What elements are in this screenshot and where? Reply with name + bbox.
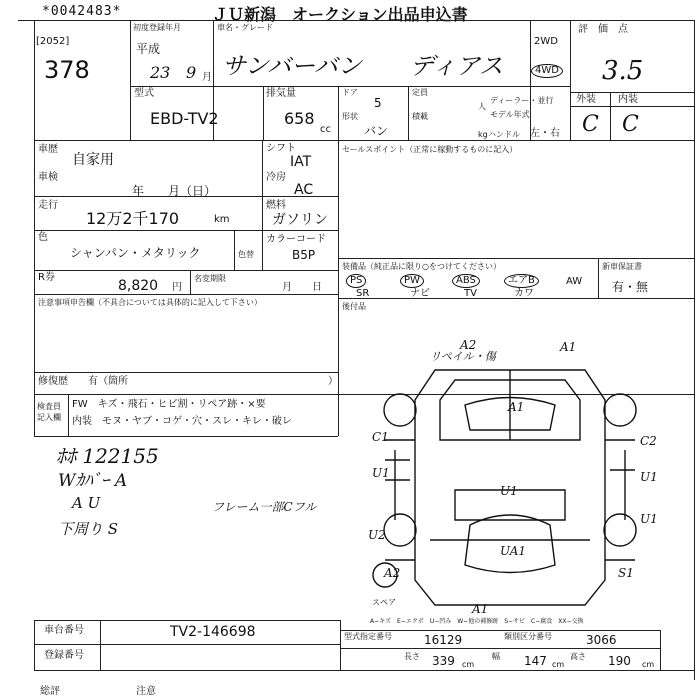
color: シャンパン・メタリック [70, 246, 201, 260]
footer-mid: 注意 [136, 686, 156, 697]
width: 147 [524, 654, 547, 668]
ac-label: 冷房 [266, 172, 286, 183]
warranty-label: 新車保証書 [602, 262, 642, 271]
mark-a2-rear-left: A2 [384, 566, 401, 580]
displacement-label: 排気量 [266, 88, 296, 99]
equip-pw: PW [400, 274, 424, 288]
drive-4wd: 4WD [531, 64, 563, 78]
mileage-unit: km [214, 214, 230, 225]
vehicle-name: サンバーバン ディアス [222, 52, 504, 80]
inspection-fw-line: FW キズ・飛石・ヒビ割・リペア跡・×要 [72, 399, 266, 410]
type-designation: 16129 [424, 633, 463, 647]
note-line-4: 下周り S [58, 520, 119, 538]
shape: バン [364, 124, 389, 138]
repair-text: 有（箇所 [88, 376, 128, 387]
doors: 5 [374, 96, 382, 110]
notice-label: 注意事項申告欄（不具合については具体的に記入して下さい） [38, 298, 262, 307]
note-line-3: A U [72, 494, 101, 512]
handle-label: ハンドル [488, 130, 520, 139]
deadline-line: 月 日 [282, 282, 322, 293]
note-line-5: フレーム一部Cフル [212, 500, 317, 514]
color-code: B5P [292, 248, 316, 262]
shape-label: 形状 [342, 112, 358, 121]
color-label: 色 [38, 232, 48, 243]
equip-ps: PS [346, 274, 366, 288]
usage-label: 車歴 [38, 144, 58, 155]
color-code-label: カラーコード [266, 234, 326, 245]
mark-u1-left: U1 [372, 466, 390, 480]
mileage: 12万2千170 [86, 209, 180, 228]
shift: IAT [290, 154, 312, 170]
first-reg-label: 初度登録年月 [133, 23, 181, 32]
equip-sr: SR [356, 288, 370, 299]
repair-close: ） [328, 376, 338, 387]
sheet-id: [2052] [36, 36, 70, 47]
mark-u1-center: U1 [500, 484, 518, 498]
equip-abs: ABS [452, 274, 480, 288]
ext-label: 外装 [576, 94, 596, 105]
height: 190 [608, 654, 631, 668]
capacity-label: 定員 [412, 88, 428, 97]
warranty-value: 有・無 [612, 280, 649, 294]
sales-point-label: セールスポイント（正常に稼動するものに記入） [342, 145, 518, 154]
mark-u1-right: U1 [640, 470, 658, 484]
equipment-label: 装備品（純正品に限り○をつけてください） [342, 262, 501, 271]
inspection-int-line: 内装 モヌ・ヤブ・コゲ・穴・スレ・キレ・破レ [72, 416, 292, 427]
drive-2wd: 2WD [534, 36, 558, 47]
category: 3066 [586, 633, 617, 647]
mark-c1-left: C1 [372, 430, 389, 444]
score-label: 評 価 点 [578, 24, 628, 35]
int-label: 内装 [618, 94, 638, 105]
capacity-unit: 人 [478, 102, 486, 111]
mark-ua1-center: UA1 [500, 544, 527, 558]
mark-s1-right: S1 [618, 566, 634, 580]
equip-tv: TV [464, 288, 477, 299]
displacement: 658 [284, 109, 315, 128]
chassis-number: TV2-146698 [170, 624, 256, 640]
fuel: ガソリン [272, 212, 328, 228]
month-unit: 月 [202, 72, 212, 83]
reg-label: 登録番号 [44, 650, 84, 661]
category-label: 類別区分番号 [504, 632, 552, 641]
model-label: 型式 [134, 88, 154, 99]
equip-aw: AW [566, 276, 583, 287]
recycle: 8,820 [118, 278, 159, 294]
inspector-label-1: 検査員 [37, 402, 61, 411]
mileage-label: 走行 [38, 200, 58, 211]
inspector-label-2: 記入欄 [37, 413, 61, 422]
note-line-1: ﾎﾎ 122155 [56, 444, 159, 468]
equip-navi: ナビ [410, 288, 430, 299]
height-unit: cm [642, 660, 655, 669]
handle-value: 左・右 [530, 128, 560, 139]
note-line-6: リペイル・傷 [430, 350, 496, 363]
height-label: 高さ [570, 652, 586, 661]
model-code: EBD-TV2 [150, 109, 219, 128]
damage-legend: A−キズ E−エクボ U−凹み W−他の補修跡 S−サビ C−腐食 XX−交換 [370, 618, 584, 625]
mark-a1-hood: A1 [508, 400, 525, 414]
width-unit: cm [552, 660, 565, 669]
displacement-unit: cc [320, 124, 331, 135]
doors-label: ドア [342, 88, 358, 97]
recycle-unit: 円 [172, 282, 182, 293]
footer-left: 総評 [40, 686, 60, 697]
fuel-label: 燃料 [266, 200, 286, 211]
equip-airbag: エアB [504, 274, 539, 288]
mark-u1-rear-right: U1 [640, 512, 658, 526]
reg-year: 23 [150, 63, 171, 82]
mark-c2-right: C2 [640, 434, 657, 448]
note-line-2: Wｶﾊﾞｰ A [58, 471, 128, 491]
mark-a2-top: A2 [460, 338, 477, 352]
lot-number: 378 [44, 56, 90, 84]
shift-label: シフト [266, 143, 296, 154]
length-unit: cm [462, 660, 475, 669]
era: 平成 [136, 42, 161, 56]
equip-leather: カワ [514, 288, 534, 299]
dealer-label: ディーラー・並行 [490, 96, 554, 105]
reg-month: 9 [186, 63, 197, 82]
usage: 自家用 [72, 152, 114, 168]
type-designation-label: 型式指定番号 [344, 632, 392, 641]
ext-score: C [582, 112, 599, 137]
width-label: 幅 [492, 652, 500, 661]
chassis-label: 車台番号 [44, 625, 84, 636]
name-label: 車名・グレード [217, 23, 273, 32]
ac: AC [294, 182, 314, 198]
page-title: ＪＵ新潟 オークション出品申込書 [212, 5, 468, 24]
mark-u2-left: U2 [368, 528, 386, 542]
shaken-label: 車検 [38, 172, 58, 183]
deadline-label: 名変期限 [194, 274, 226, 283]
length-label: 長さ [404, 652, 420, 661]
load-label: 積載 [412, 112, 428, 121]
recycle-label: R券 [38, 272, 55, 283]
aftermarket-label: 後付品 [342, 302, 366, 311]
shaken-line: 年 月（日） [132, 184, 217, 198]
spare-label: スペア [372, 598, 396, 607]
repair-label: 修復歴 [38, 376, 68, 387]
mark-a1-top: A1 [560, 340, 577, 354]
length: 339 [432, 654, 455, 668]
overall-score: 3.5 [602, 56, 644, 86]
model-year-label: モデル年式 [490, 110, 530, 119]
barcode-number: *0042483* [42, 4, 122, 19]
color-change-label: 色替 [238, 250, 254, 259]
mark-a1-rear: A1 [472, 602, 489, 616]
int-score: C [622, 112, 639, 137]
load-unit: kg [478, 130, 488, 139]
